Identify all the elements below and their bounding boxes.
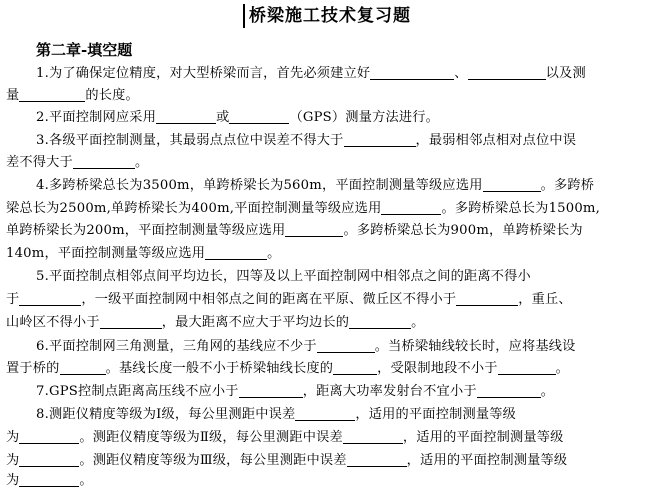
- question-8-line-4: 为 。: [6, 473, 93, 488]
- question-2-line-1: 2.平面控制网应采用 或 （GPS）测量方法进行。: [36, 110, 440, 125]
- question-4-line-1: 4.多跨桥梁总长为3500m，单跨桥梁长为560m，平面控制测量等级应选用 。多跨桥: [36, 178, 595, 193]
- blank[interactable]: [19, 86, 85, 102]
- chapter-heading: 第二章-填空题: [36, 41, 133, 59]
- blank[interactable]: [477, 382, 541, 398]
- blank[interactable]: [295, 405, 355, 421]
- blank[interactable]: [60, 359, 106, 375]
- blank[interactable]: [498, 359, 556, 375]
- blank[interactable]: [19, 428, 79, 444]
- blank[interactable]: [100, 313, 162, 329]
- blank[interactable]: [344, 131, 416, 147]
- blank[interactable]: [19, 471, 79, 487]
- question-6-line-2: 置于桥的 。基线长度一般不小于桥梁轴线长度的 ，受限制地段不小于 。: [6, 361, 570, 376]
- question-4-line-3: 单跨桥梁长为200m，平面控制测量等级应选用 。多跨桥梁总长为900m，单跨桥梁长为: [6, 223, 583, 238]
- blank[interactable]: [205, 244, 267, 260]
- question-4-line-2: 梁总长为2500m,单跨桥梁长为400m,平面控制测量等级应选用 。多跨桥梁总长为1500m,: [6, 201, 601, 216]
- cropped-next-line: [0, 489, 662, 495]
- question-5-line-3: 山岭区不得小于 ，最大距离不应大于平均边长的 。: [6, 315, 425, 330]
- question-5-line-1: 5.平面控制点相邻点间平均边长，四等及以上平面控制网中相邻点之间的距离不得小: [36, 269, 531, 284]
- blank[interactable]: [381, 199, 441, 215]
- blank[interactable]: [229, 108, 289, 124]
- question-4-line-4: 140m，平面控制测量等级应选用 。: [6, 246, 281, 261]
- question-7-line-1: 7.GPS控制点距离高压线不应小于 ，距离大功率发射台不宜小于 。: [36, 384, 555, 399]
- blank[interactable]: [73, 153, 135, 169]
- question-8-line-2: 为 。测距仪精度等级为Ⅱ级，每公里测距中误差 ，适用的平面控制测量等级: [6, 430, 564, 445]
- blank[interactable]: [285, 221, 343, 237]
- blank[interactable]: [156, 108, 216, 124]
- question-8-line-3: 为 。测距仪精度等级为Ⅲ级，每公里测距中误差 ，适用的平面控制测量等级: [6, 453, 568, 468]
- question-1-line-2: 量 的长度。: [6, 88, 139, 103]
- blank[interactable]: [317, 337, 375, 353]
- blank[interactable]: [333, 359, 377, 375]
- blank[interactable]: [19, 451, 79, 467]
- question-5-line-2: 于 ，一级平面控制网中相邻点之间的距离在平原、微丘区不得小于 ，重丘、: [6, 292, 572, 307]
- blank[interactable]: [239, 382, 303, 398]
- page-title: 桥梁施工技术复习题: [243, 4, 411, 28]
- blank[interactable]: [483, 176, 541, 192]
- question-3-line-1: 3.各级平面控制测量，其最弱点点位中误差不得大于 ，最弱相邻点相对点位中误: [36, 133, 577, 148]
- blank[interactable]: [370, 64, 454, 80]
- question-8-line-1: 8.测距仪精度等级为Ⅰ级，每公里测距中误差 ，适用的平面控制测量等级: [36, 407, 517, 422]
- blank[interactable]: [349, 313, 411, 329]
- question-1-line-1: 1.为了确保定位精度，对大型桥梁而言，首先必须建立好 、 以及测: [36, 66, 586, 81]
- blank[interactable]: [343, 428, 403, 444]
- blank[interactable]: [347, 451, 407, 467]
- blank[interactable]: [456, 290, 518, 306]
- blank[interactable]: [468, 64, 546, 80]
- blank[interactable]: [19, 290, 81, 306]
- question-6-line-1: 6.平面控制网三角测量，三角网的基线应不少于 。当桥梁轴线较长时，应将基线设: [36, 339, 576, 354]
- question-3-line-2: 差不得大于 。: [6, 155, 149, 170]
